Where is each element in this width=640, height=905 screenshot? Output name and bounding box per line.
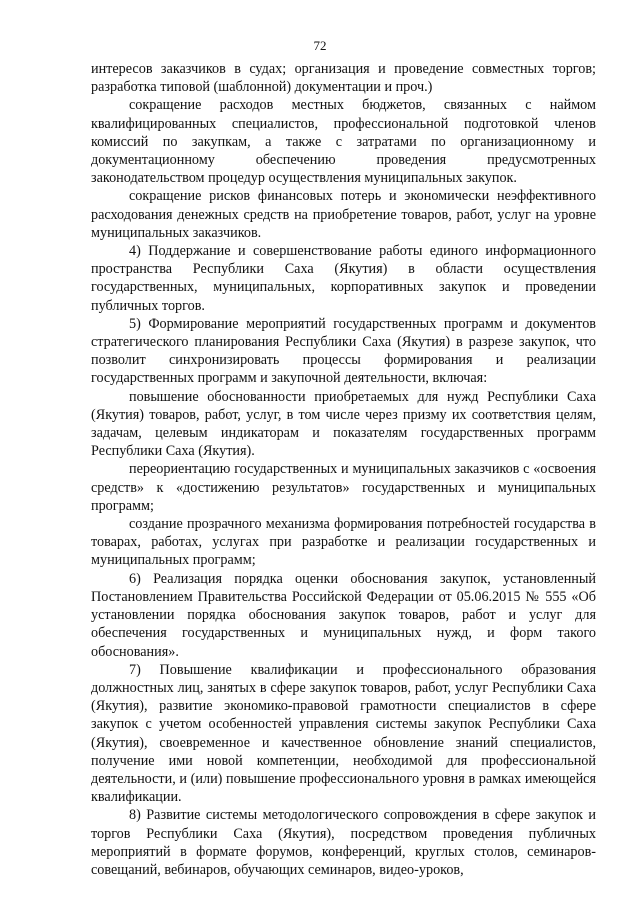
paragraph: сокращение рисков финансовых потерь и экономически неэффективного расходования денежных средств на приобретение товаров, работ, услуг на уровне муниципальных заказчиков. (91, 188, 596, 241)
paragraph: 7) Повышение квалификации и профессионального образования должностных лиц, занятых в сфере закупок товаров, работ, услуг Республики Саха (Якутия), развитие экономико-правовой грамотности специалистов в сфере закупок с учетом особенностей управления системы закупок Республики Саха (Якутия), своевременное и качественное обновление знаний специалистов, получение ими новой компетенции, необходимой для профессиональной деятельности, и (или) повышение профессионального уровня в рамках имеющейся квалификации. (91, 661, 596, 806)
document-body (91, 60, 596, 879)
paragraph: 5) Формирование мероприятий государственных программ и документов стратегического планирования Республики Саха (Якутия) в разрезе закупок, что позволит синхронизировать процессы формирования и реализации государственных программ и закупочной деятельности, включая: (91, 315, 596, 387)
paragraph: 8) Развитие системы методологического сопровождения в сфере закупок и торгов Республики Саха (Якутия), посредством проведения публичных мероприятий в формате форумов, конференций, круглых столов, семинаров-совещаний, вебинаров, обучающих семинаров, видео-уроков, (91, 807, 596, 878)
paragraph: интересов заказчиков в судах; организация и проведение совместных торгов; разработка типовой (шаблонной) документации и проч.) (91, 61, 596, 96)
paragraph: 6) Реализация порядка оценки обоснования закупок, установленный Постановлением Правительства Российской Федерации от 05.06.2015 № 555 «Об установлении порядка обоснования закупок товаров, работ и услуг для обеспечения государственных и муниципальных нужд, и форм такого обоснования». (91, 570, 596, 660)
paragraph: переориентацию государственных и муниципальных заказчиков с «освоения средств» к «достижению результатов» государственных и муниципальных программ; (91, 461, 596, 514)
paragraph: создание прозрачного механизма формирования потребностей государства в товарах, работах, услугах при разработке и реализации государственных и муниципальных программ; (91, 516, 596, 569)
paragraph: сокращение расходов местных бюджетов, связанных с наймом квалифицированных специалистов, профессиональной подготовкой членов комиссий по закупкам, а также с затратами по организационному и документационному обеспечению проведения предусмотренных законодательством процедур осуществления муниципальных закупок. (91, 97, 596, 187)
page-number: 72 (313, 38, 327, 53)
paragraph: 4) Поддержание и совершенствование работы единого информационного пространства Республики Саха (Якутия) в области осуществления государственных, муниципальных, корпоративных закупок и проведении публичных торгов. (91, 243, 596, 314)
paragraph: повышение обоснованности приобретаемых для нужд Республики Саха (Якутия) товаров, работ, услуг, в том числе через призму их соответствия целям, задачам, целевым индикаторам и показателям государственных программ Республики Саха (Якутия). (91, 388, 596, 460)
